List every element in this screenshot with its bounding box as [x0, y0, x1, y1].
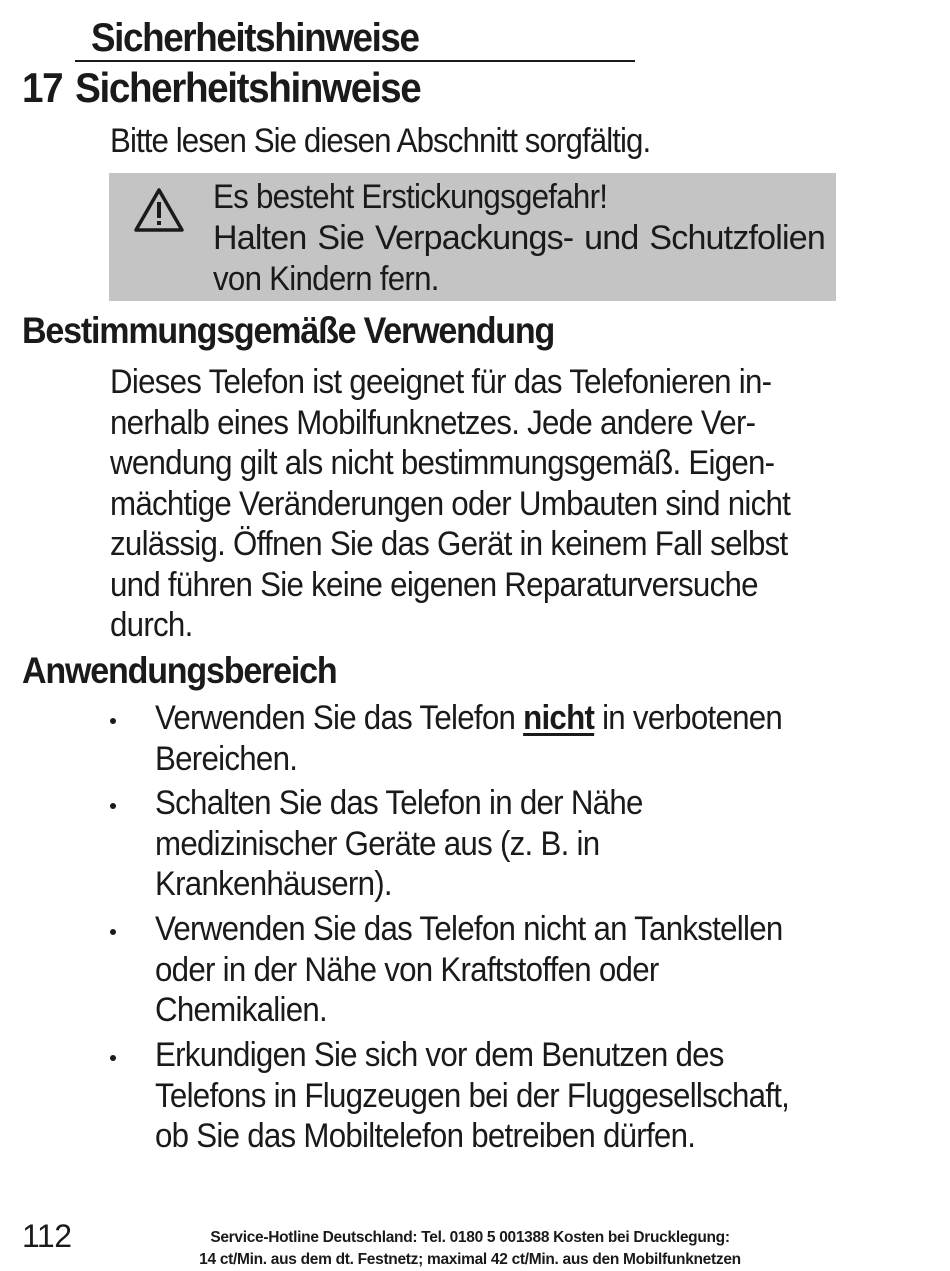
- section-heading-anwendungsbereich: Anwendungsbereich: [22, 650, 337, 691]
- warning-line: von Kindern fern.: [213, 260, 439, 298]
- warning-line-justified: [213, 218, 825, 259]
- bullet-line: Verwenden Sie das Telefon nicht an Tankstellen: [155, 910, 783, 948]
- warning-word: Halten: [213, 219, 307, 257]
- page-number: 112: [22, 1218, 72, 1254]
- warning-word: Sie: [317, 219, 365, 257]
- running-header: [75, 10, 635, 62]
- bullet-line: Bereichen.: [155, 739, 298, 778]
- bullet-text: [155, 909, 837, 1031]
- paragraph-line: Dieses Telefon ist geeignet für das Telefonieren in-: [110, 363, 772, 401]
- bullet-text: [155, 783, 685, 905]
- bullet-dot: [110, 1055, 116, 1061]
- paragraph-line: wendung gilt als nicht bestimmungsgemäß. Eigen-: [110, 444, 775, 482]
- bullet-line: Chemikalien.: [155, 991, 327, 1029]
- bullet-line: Krankenhäusern).: [155, 865, 392, 903]
- bullet-dot: [110, 929, 116, 935]
- footer-line: 14 ct/Min. aus dem dt. Festnetz; maximal 42 ct/Min. aus den Mobilfunknetzen: [199, 1251, 741, 1268]
- bullet-line: [155, 698, 782, 739]
- chapter-number: 17: [22, 64, 63, 111]
- section-heading-verwendung: Bestimmungsgemäße Verwendung: [22, 310, 555, 351]
- bullet-text: [155, 698, 837, 779]
- bullet-line: Telefons in Flugzeugen bei der Fluggesellschaft,: [155, 1076, 790, 1115]
- bullet-text-after: in verbotenen: [594, 699, 783, 737]
- bullet-line: Erkundigen Sie sich vor dem Benutzen des: [155, 1036, 724, 1074]
- footer: [150, 1227, 790, 1271]
- bullet-line: ob Sie das Mobiltelefon betreiben dürfen.: [155, 1117, 696, 1155]
- paragraph-line: und führen Sie keine eigenen Reparaturversuche: [110, 565, 758, 604]
- warning-box: [109, 173, 836, 301]
- bullet-text-before: Verwenden Sie das Telefon: [155, 699, 524, 737]
- running-header-title: Sicherheitshinweise: [91, 16, 419, 60]
- warning-triangle-icon: [133, 187, 185, 233]
- bullet-dot: [110, 718, 116, 724]
- warning-text: [213, 177, 825, 300]
- warning-word: Verpackungs-: [374, 219, 574, 257]
- bullet-line: medizinischer Geräte aus (z. B. in: [155, 824, 600, 863]
- paragraph-line: mächtige Veränderungen oder Umbauten sind nicht: [110, 484, 791, 523]
- chapter-title-text: Sicherheitshinweise: [75, 64, 421, 111]
- footer-line: Service-Hotline Deutschland: Tel. 0180 5 001388 Kosten bei Drucklegung:: [210, 1229, 730, 1246]
- warning-word: und: [584, 219, 639, 257]
- chapter-title: [22, 64, 420, 112]
- section-paragraph-verwendung: [110, 362, 849, 646]
- warning-line: Es besteht Erstickungsgefahr!: [213, 178, 608, 216]
- bullet-line: oder in der Nähe von Kraftstoffen oder: [155, 950, 659, 989]
- paragraph-line: nerhalb eines Mobilfunknetzes. Jede andere Ver-: [110, 403, 756, 442]
- paragraph-line: zulässig. Öffnen Sie das Gerät in keinem Fall selbst: [110, 525, 788, 563]
- bullet-text: [155, 1035, 844, 1157]
- bullet-dot: [110, 803, 116, 809]
- emphasis-nicht: nicht: [523, 699, 595, 737]
- warning-word: Schutzfolien: [649, 219, 825, 257]
- paragraph-line: durch.: [110, 606, 193, 644]
- bullet-line: Schalten Sie das Telefon in der Nähe: [155, 784, 643, 822]
- intro-text: Bitte lesen Sie diesen Abschnitt sorgfältig.: [110, 122, 651, 160]
